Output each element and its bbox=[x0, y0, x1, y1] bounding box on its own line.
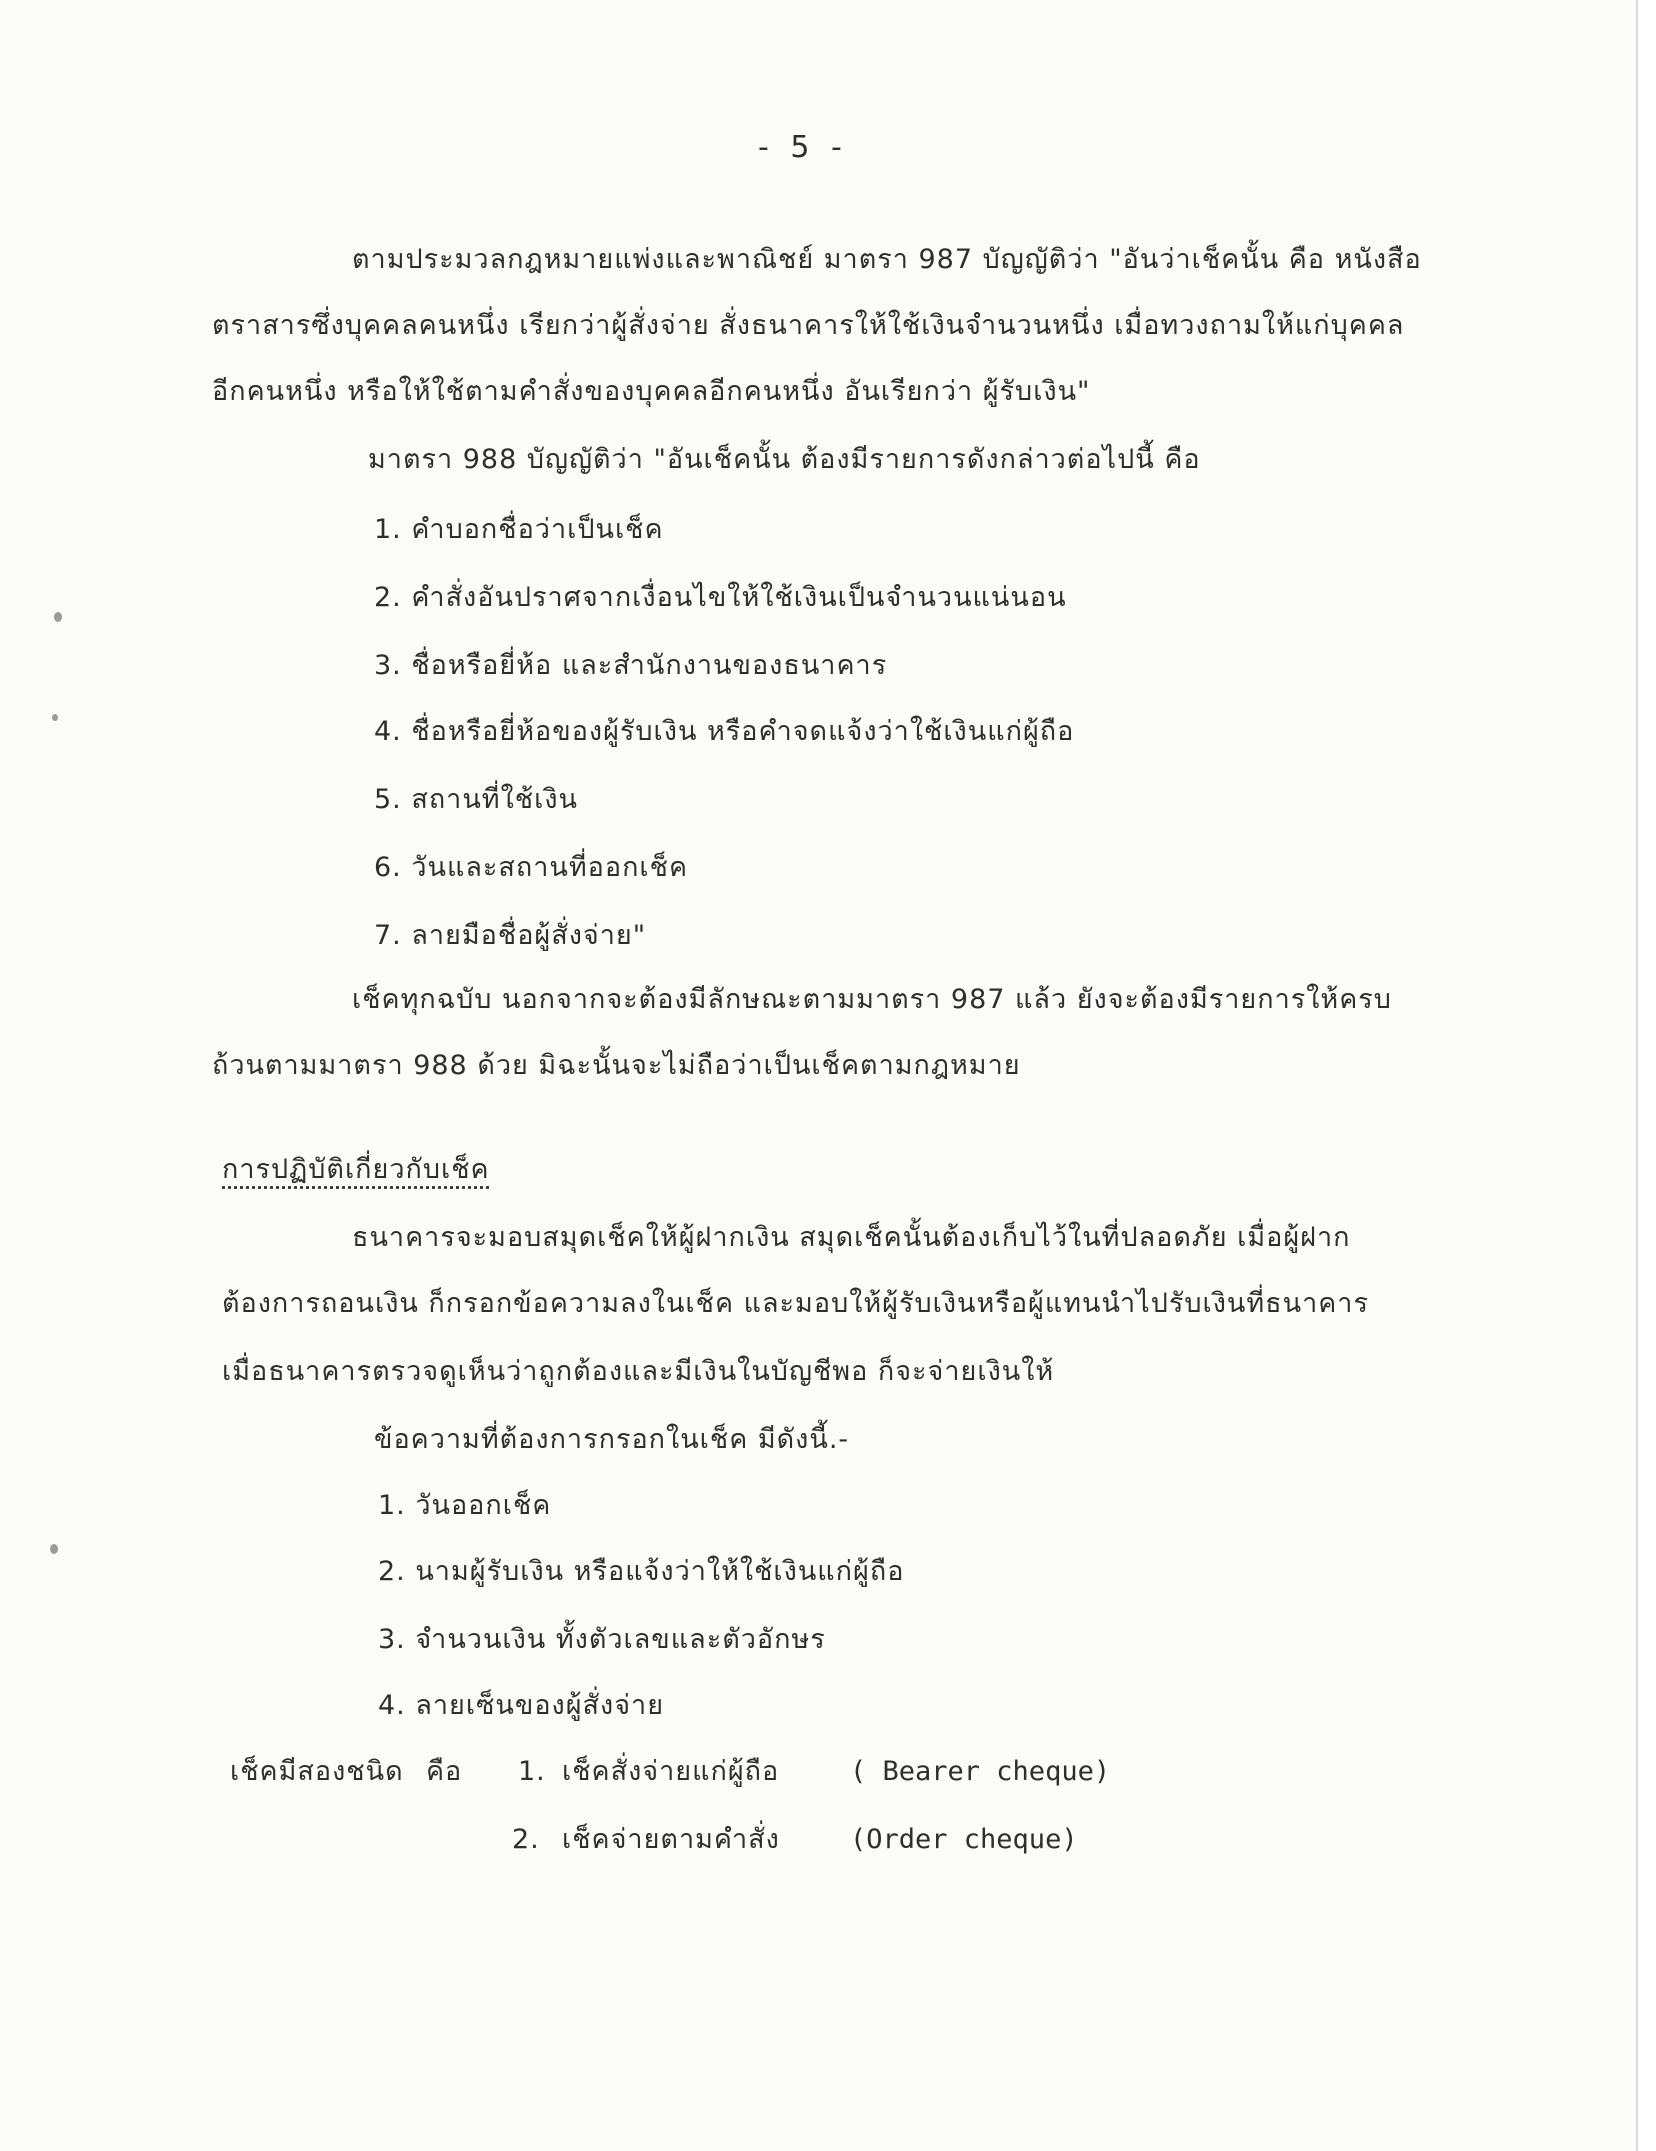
binding-hole-mark-top bbox=[54, 612, 62, 622]
section-988-item-5: 5. สถานที่ใช้เงิน bbox=[374, 784, 578, 815]
practice-heading: การปฏิบัติเกี่ยวกับเช็ค bbox=[222, 1154, 490, 1185]
fill-item-4: 4. ลายเซ็นของผู้สั่งจ่าย bbox=[378, 1690, 665, 1721]
fill-item-3: 3. จำนวนเงิน ทั้งตัวเลขและตัวอักษร bbox=[378, 1624, 826, 1655]
binding-hole-mark-middle bbox=[52, 714, 58, 721]
intro-line-3: อีกคนหนึ่ง หรือให้ใช้ตามคำสั่งของบุคคลอีกคนหนึ่ง อันเรียกว่า ผู้รับเงิน" bbox=[212, 376, 1091, 407]
cheque-type-1-number: 1. bbox=[518, 1756, 546, 1787]
practice-line-1: ธนาคารจะมอบสมุดเช็คให้ผู้ฝากเงิน สมุดเช็คนั้นต้องเก็บไว้ในที่ปลอดภัย เมื่อผู้ฝาก bbox=[352, 1222, 1351, 1253]
summary-line-2: ถ้วนตามมาตรา 988 ด้วย มิฉะนั้นจะไม่ถือว่าเป็นเช็คตามกฎหมาย bbox=[212, 1050, 1021, 1081]
scan-margin-strip bbox=[1638, 0, 1656, 2151]
fill-item-1: 1. วันออกเช็ค bbox=[378, 1490, 552, 1521]
intro-line-1: ตามประมวลกฎหมายแพ่งและพาณิชย์ มาตรา 987 บัญญัติว่า "อันว่าเช็คนั้น คือ หนังสือ bbox=[352, 244, 1422, 275]
page-number: - 5 - bbox=[758, 130, 848, 165]
section-988-item-7: 7. ลายมือชื่อผู้สั่งจ่าย" bbox=[374, 920, 647, 951]
cheque-type-2-thai: เช็คจ่ายตามคำสั่ง bbox=[562, 1824, 780, 1855]
fill-intro: ข้อความที่ต้องการกรอกในเช็ค มีดังนี้.- bbox=[374, 1424, 850, 1455]
cheque-type-1-thai: เช็คสั่งจ่ายแก่ผู้ถือ bbox=[562, 1756, 780, 1787]
intro-line-2: ตราสารซึ่งบุคคลคนหนึ่ง เรียกว่าผู้สั่งจ่าย สั่งธนาคารให้ใช้เงินจำนวนหนึ่ง เมื่อทวงถามให้แก่บุคคล bbox=[212, 310, 1405, 341]
section-988-item-1: 1. คำบอกชื่อว่าเป็นเช็ค bbox=[374, 514, 664, 545]
cheque-type-2-number: 2. bbox=[512, 1824, 540, 1855]
summary-line-1: เช็คทุกฉบับ นอกจากจะต้องมีลักษณะตามมาตรา 987 แล้ว ยังจะต้องมีรายการให้ครบ bbox=[352, 984, 1392, 1015]
section-988-item-3: 3. ชื่อหรือยี่ห้อ และสำนักงานของธนาคาร bbox=[374, 650, 888, 681]
binding-hole-mark-bottom bbox=[50, 1544, 58, 1554]
section-988-item-6: 6. วันและสถานที่ออกเช็ค bbox=[374, 852, 689, 883]
section-988-item-4: 4. ชื่อหรือยี่ห้อของผู้รับเงิน หรือคำจดแจ้งว่าใช้เงินแก่ผู้ถือ bbox=[374, 716, 1075, 747]
practice-line-2: ต้องการถอนเงิน ก็กรอกข้อความลงในเช็ค และมอบให้ผู้รับเงินหรือผู้แทนนำไปรับเงินที่ธนาคาร bbox=[222, 1288, 1369, 1319]
cheque-types-ku: คือ bbox=[426, 1756, 463, 1787]
section-988-item-2: 2. คำสั่งอันปราศจากเงื่อนไขให้ใช้เงินเป็นจำนวนแน่นอน bbox=[374, 582, 1067, 613]
section-988-intro: มาตรา 988 บัญญัติว่า "อันเช็คนั้น ต้องมีรายการดังกล่าวต่อไปนี้ คือ bbox=[368, 444, 1201, 475]
cheque-type-1-english: ( Bearer cheque) bbox=[850, 1756, 1111, 1787]
cheque-type-2-english: (Order cheque) bbox=[850, 1824, 1078, 1855]
practice-line-3: เมื่อธนาคารตรวจดูเห็นว่าถูกต้องและมีเงินในบัญชีพอ ก็จะจ่ายเงินให้ bbox=[222, 1356, 1055, 1387]
fill-item-2: 2. นามผู้รับเงิน หรือแจ้งว่าให้ใช้เงินแก่ผู้ถือ bbox=[378, 1556, 905, 1587]
cheque-types-label: เช็คมีสองชนิด bbox=[230, 1756, 404, 1787]
